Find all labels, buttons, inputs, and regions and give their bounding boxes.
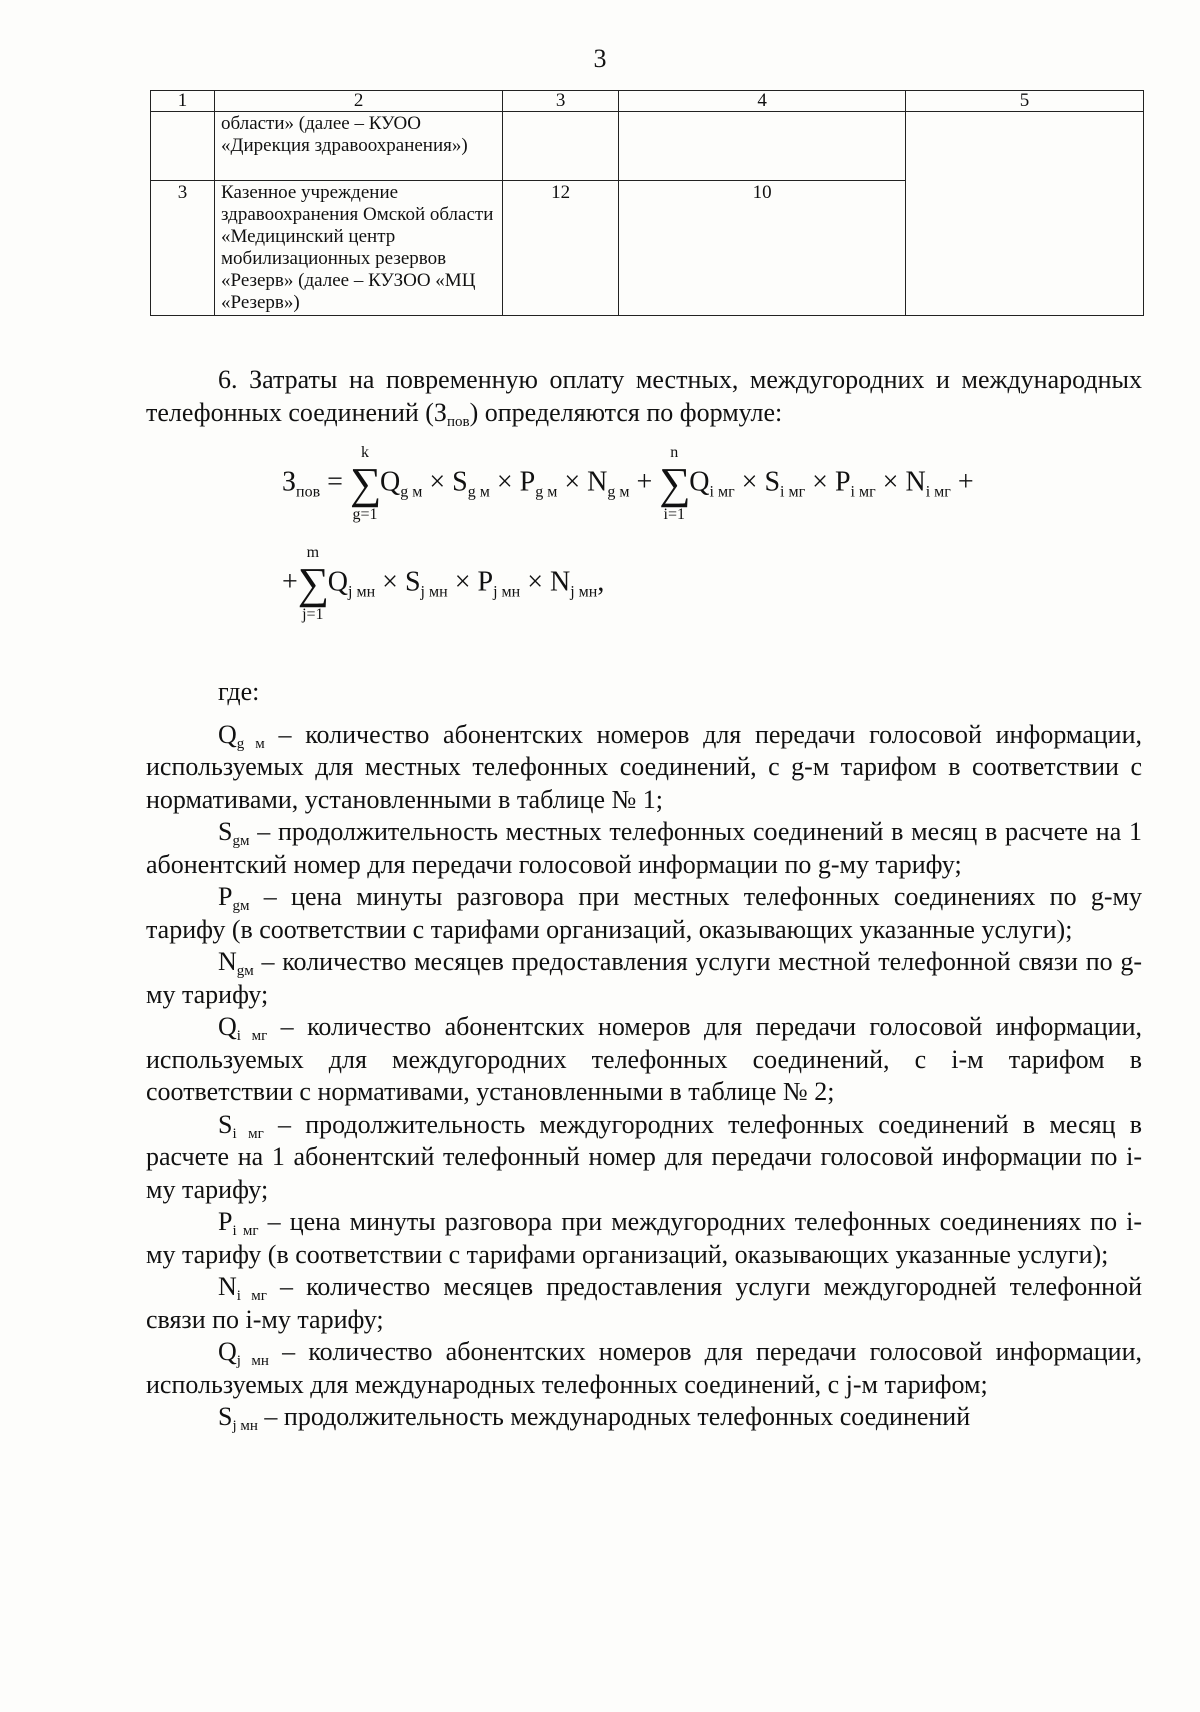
definition-symbol: Q: [218, 1337, 237, 1366]
definition-item: [146, 1206, 1142, 1271]
definition-symbol: P: [218, 882, 233, 911]
organization-name-cell: области» (далее – КУОО «Дирекция здравоохранения»): [215, 112, 503, 181]
definition-symbol: S: [218, 817, 233, 846]
definition-symbol: N: [218, 1272, 237, 1301]
definition-symbol: S: [218, 1402, 233, 1431]
definitions-block: [146, 676, 1142, 1434]
sum-symbol: n ∑ i=1: [659, 444, 691, 523]
where-label: где:: [218, 677, 260, 706]
definition-item: [146, 946, 1142, 1011]
table-header-row: [151, 91, 1144, 112]
definitions-list: [146, 719, 1142, 1434]
definition-symbol-subscript: i мг: [236, 1288, 267, 1304]
definition-item: [146, 1011, 1142, 1109]
definition-symbol-subscript: j мн: [236, 1353, 269, 1369]
definition-text: – количество абонентских номеров для передачи голосовой информации, используемых для международных телефонных соединений, с j-м тарифом;: [146, 1337, 1143, 1399]
definition-text: – количество месяцев предоставления услуги местной телефонной связи по g-му тарифу;: [146, 947, 1142, 1009]
definition-text: – количество абонентских номеров для передачи голосовой информации, используемых для междугородних телефонных соединений, с i-м тарифом в соответствии с нормативами, установленными в таблице № 2;: [146, 1012, 1143, 1106]
definition-item: [146, 816, 1142, 881]
table-header-cell: 5: [906, 91, 1144, 112]
definition-text: – цена минуты разговора при междугородних телефонных соединениях по i-му тарифу (в соответствии с тарифами организаций, оказывающих указанные услуги);: [146, 1207, 1143, 1269]
definition-text: – количество абонентских номеров для передачи голосовой информации, используемых для местных телефонных соединений, с g-м тарифом в соответствии с нормативами, установленными в таблице № 1;: [146, 719, 1142, 814]
row-number-cell: [151, 112, 215, 181]
definition-item: [146, 1336, 1142, 1401]
row-number-cell: 3: [151, 181, 215, 316]
formula-line-2: + m ∑ j=1 $Q_{j мн} \times S_{j мн} \times P_{j мн} \times N_{j мн}$,: [282, 544, 605, 623]
section-6-paragraph: 6. Затраты на повременную оплату местных, междугородних и международных телефонных соединений $(З_{пов})$ определяются по формуле:: [146, 365, 1142, 430]
table-header-cell: 1: [151, 91, 215, 112]
value-cell-col3: 12: [503, 181, 619, 316]
definition-symbol-subscript: gм: [232, 898, 250, 914]
organization-name-cell: Казенное учреждение здравоохранения Омской области «Медицинский центр мобилизационных резервов «Резерв» (далее – КУЗОО «МЦ «Резерв»): [215, 181, 503, 316]
definition-text: – цена минуты разговора при местных телефонных соединениях по g-му тарифу (в соответствии с тарифами организаций, оказывающих указанные услуги);: [146, 882, 1142, 944]
sum-symbol: k ∑ g=1: [349, 444, 382, 523]
definition-symbol: Q: [218, 1012, 237, 1041]
continuation-table: [150, 90, 1144, 316]
definition-item: [146, 1109, 1142, 1207]
definition-text: – продолжительность международных телефонных соединений: [257, 1402, 971, 1431]
definition-symbol: S: [218, 1109, 233, 1139]
definition-item: [146, 881, 1142, 946]
definition-symbol-subscript: g м: [236, 735, 265, 752]
definition-symbol-subscript: gм: [232, 833, 250, 849]
table-header-cell: 4: [619, 91, 906, 112]
definition-symbol-subscript: j мн: [232, 1418, 258, 1434]
definition-item: [146, 1271, 1142, 1336]
definition-item: [146, 719, 1142, 817]
section-6-intro: [146, 364, 1142, 429]
definition-item: [146, 1401, 1142, 1434]
table-header-cell: 2: [215, 91, 503, 112]
value-cell-col4: [619, 112, 906, 181]
definition-symbol-subscript: i мг: [232, 1223, 259, 1239]
definition-symbol-subscript: i мг: [232, 1125, 264, 1142]
formula-line-1: $З_{пов}$ = k ∑ g=1 $Q_{g м} \times S_{g м} \times P_{g м} \times N_{g м}$ + n ∑ i=1 $Q_{i мг} \times S_{i мг} \times P_{i мг} \times N_{i мг}$ +: [282, 444, 974, 523]
value-cell-col5: [906, 112, 1144, 316]
definition-symbol: Q: [218, 719, 237, 749]
definition-symbol-subscript: i мг: [236, 1028, 268, 1044]
page-number: 3: [593, 44, 607, 73]
definition-symbol: N: [218, 947, 237, 976]
value-cell-col4: 10: [619, 181, 906, 316]
definition-symbol-subscript: gм: [236, 963, 254, 979]
value-cell-col3: [503, 112, 619, 181]
table-row: [151, 112, 1144, 181]
definition-text: – продолжительность местных телефонных соединений в месяц в расчете на 1 абонентский номер для передачи голосовой информации по g-му тарифу;: [146, 817, 1142, 879]
sum-symbol: m ∑ j=1: [297, 544, 330, 623]
definition-text: – продолжительность междугородних телефонных соединений в месяц в расчете на 1 абонентский телефонный номер для передачи голосовой информации по i-му тарифу;: [146, 1109, 1142, 1204]
table-header-cell: 3: [503, 91, 619, 112]
definition-symbol: P: [218, 1207, 233, 1236]
definition-text: – количество месяцев предоставления услуги междугородней телефонной связи по i-му тарифу;: [146, 1272, 1142, 1334]
